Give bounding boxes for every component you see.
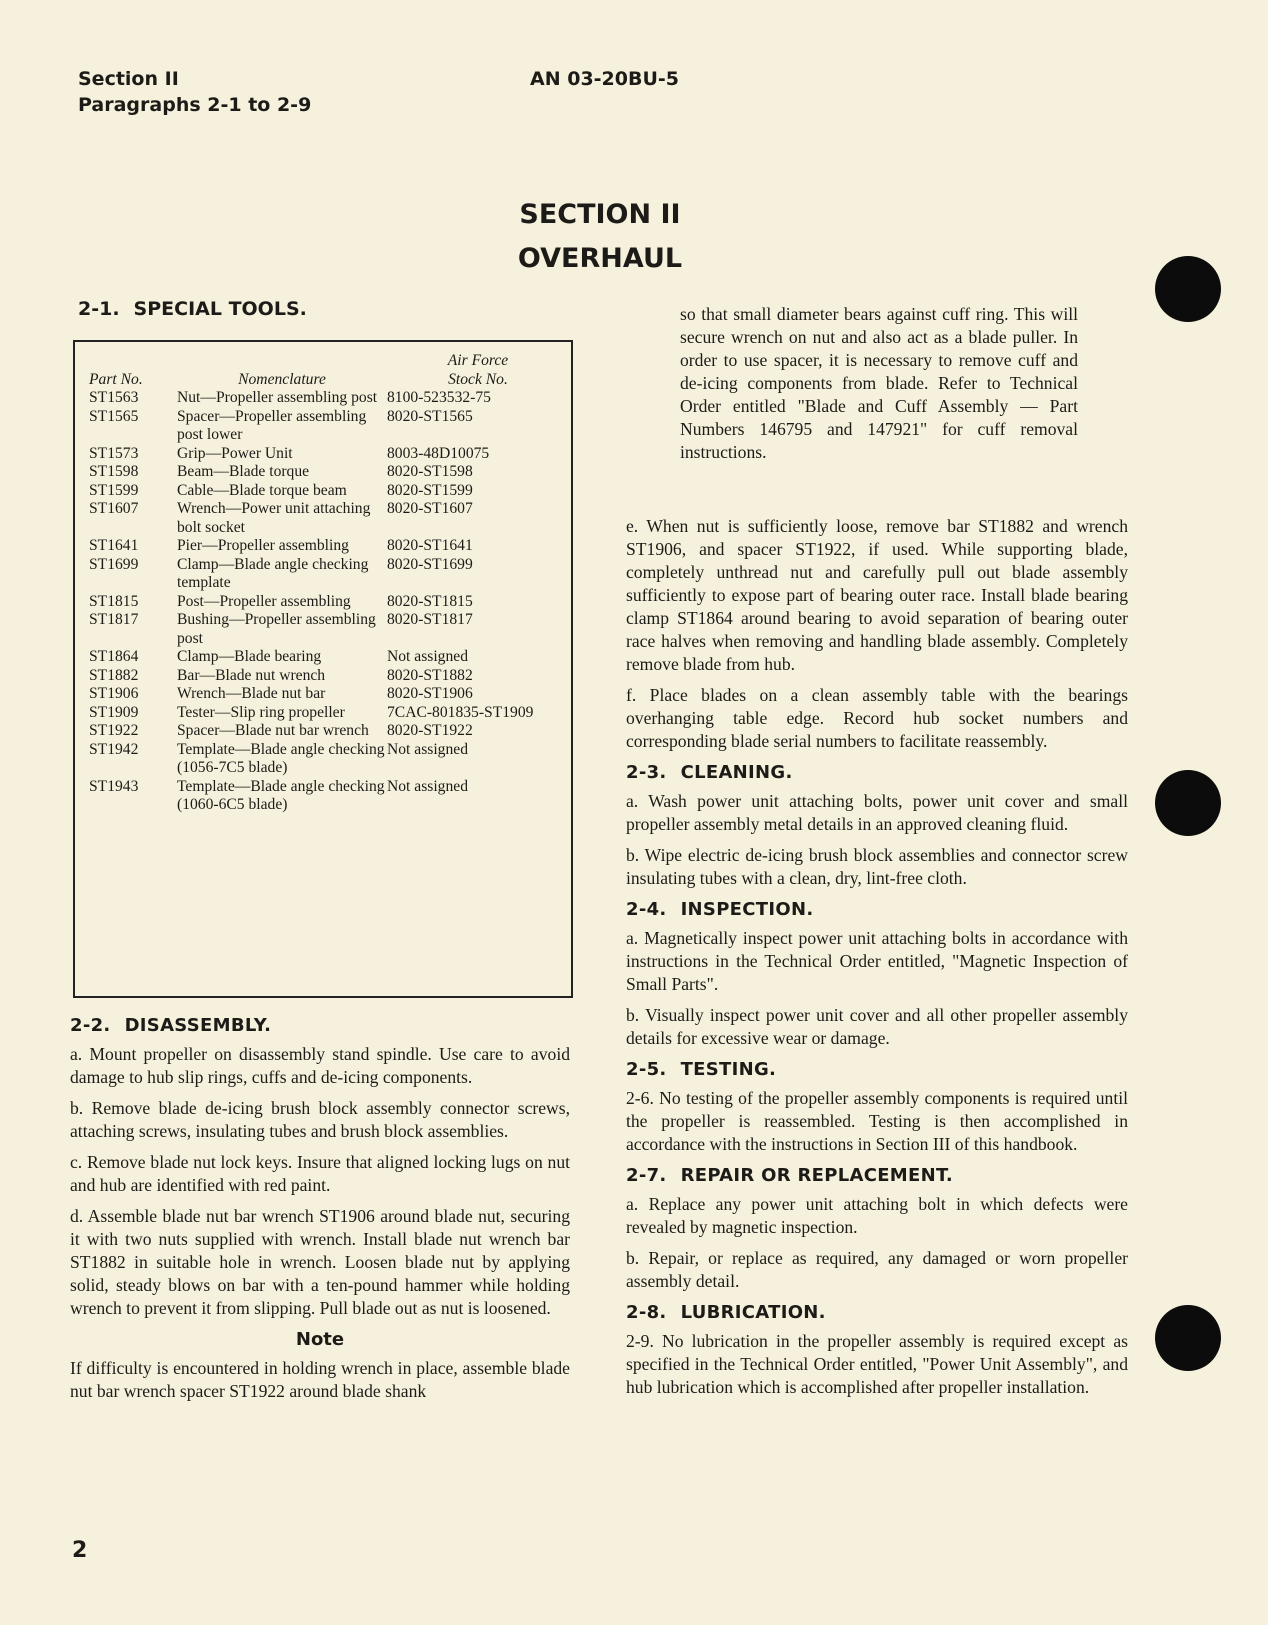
testing-heading [626,1058,1128,1081]
repair-title: REPAIR OR REPLACEMENT. [680,1165,953,1186]
tool-row [89,593,569,612]
tool-nomenclature: Wrench—Blade nut bar [177,685,326,702]
inspection-title: INSPECTION. [680,899,814,920]
col-stock-header-1: Air Force [447,352,509,369]
tool-row [89,408,569,445]
disassembly-e: e. When nut is sufficiently loose, remove bar ST1882 and wrench ST1906, and spacer ST1922, if used. While supporting blade, completely unthread nut and carefully pull out blade assembly sufficiently to expose part of bearing outer race. Install blade bearing clamp ST1864 around bearing to avoid separation of bearing outer race halves when removing and handling blade assembly. Completely remove blade from hub. [626,516,1128,674]
tool-nomenclature: Clamp—Blade bearing [177,648,322,665]
tool-nomenclature: Tester—Slip ring propeller [177,703,345,721]
page-number: 2 [72,1538,88,1563]
punch-hole-middle [1155,770,1221,836]
disassembly-heading [70,1014,570,1037]
special-tools-number: 2-1. [78,298,120,320]
col-stock-header-2: Stock No. [448,370,508,388]
tool-part-number: ST1943 [89,777,139,795]
tool-stock-number: Not assigned [387,648,468,665]
lubrication-number: 2-8. [626,1302,667,1323]
lubrication-text: 2-9. No lubrication in the propeller assembly is required except as specified in the Technical Order entitled, "Power Unit Assembly", and hub lubrication which is accomplished after propeller installation. [626,1331,1128,1397]
repair-b: b. Repair, or replace as required, any damaged or worn propeller assembly detail. [626,1248,1128,1291]
tool-stock-number: 7CAC-801835-ST1909 [387,703,534,721]
section-title-line1: SECTION II [519,199,681,230]
special-tools-title: SPECIAL TOOLS. [133,298,307,320]
note-body-part2: so that small diameter bears against cuff ring. This will secure wrench on nut and also act as a blade puller. In order to use spacer, it is necessary to remove cuff and de-icing components from blade. Refer to Technical Order entitled "Blade and Cuff Assembly — Part Numbers 146795 and 147921" for cuff removal instructions. [680,304,1078,462]
tool-row [89,611,569,648]
col-part-header: Part No. [89,370,143,388]
tool-row [89,704,569,723]
inspection-a: a. Magnetically inspect power unit attaching bolts in accordance with instructions in the Technical Order entitled, "Magnetic Inspection of Small Parts". [626,928,1128,994]
tool-stock-number: 8020-ST1817 [387,611,473,628]
punch-hole-bottom [1155,1305,1221,1371]
cleaning-number: 2-3. [626,762,667,783]
cleaning-b: b. Wipe electric de-icing brush block assemblies and connector screw insulating tubes with a clean, dry, lint-free cloth. [626,845,1128,888]
tool-nomenclature: Grip—Power Unit [177,444,293,462]
tool-stock-number: 8020-ST1906 [387,685,473,702]
note-body-part1: If difficulty is encountered in holding wrench in place, assemble blade nut bar wrench spacer ST1922 around blade shank [70,1358,570,1401]
inspection-heading [626,898,1128,921]
tool-part-number: ST1909 [89,703,139,721]
tool-row [89,722,569,741]
note-title: Note [295,1329,345,1350]
tool-part-number: ST1598 [89,463,139,480]
tool-stock-number: 8020-ST1607 [387,500,473,517]
inspection-b: b. Visually inspect power unit cover and all other propeller assembly details for excessive wear or damage. [626,1005,1128,1048]
tool-part-number: ST1699 [89,555,139,573]
note-continuation [680,303,1078,464]
tool-row [89,537,569,556]
right-column [626,515,1128,1407]
left-column [70,1008,570,1411]
section-title [0,193,1200,281]
lubrication-title: LUBRICATION. [680,1302,826,1323]
tool-stock-number: 8020-ST1815 [387,592,473,610]
tool-nomenclature: Template—Blade angle checking (1056-7C5 blade) [177,740,385,776]
header-left [78,66,311,118]
col-nomenclature-header: Nomenclature [238,370,326,388]
tool-row [89,685,569,704]
tool-row [89,389,569,408]
tool-part-number: ST1906 [89,685,139,702]
special-tools-box [73,340,573,998]
disassembly-d: d. Assemble blade nut bar wrench ST1906 around blade nut, securing it with two nuts supplied with wrench. Install blade nut wrench bar ST1882 in suitable hole in wrench. Loosen blade nut by applying solid, steady blows on bar with a ten-pound hammer while holding wrench to prevent it from slipping. Pull blade out as nut is loosened. [70,1206,570,1318]
tool-row [89,445,569,464]
tool-row [89,741,569,778]
testing-text: 2-6. No testing of the propeller assembly components is required until the propeller is reassembled. Testing is then accomplished in accordance with the instructions in Section III of this handbook. [626,1088,1128,1154]
cleaning-a: a. Wash power unit attaching bolts, power unit cover and small propeller assembly metal details in an approved cleaning fluid. [626,791,1128,834]
tool-nomenclature: Wrench—Power unit attaching bolt socket [177,500,371,536]
tool-nomenclature: Bar—Blade nut wrench [177,666,326,684]
tool-part-number: ST1864 [89,648,139,665]
tool-stock-number: 8020-ST1882 [387,666,473,684]
testing-title: TESTING. [680,1059,777,1080]
tool-nomenclature: Clamp—Blade angle checking template [177,555,369,591]
special-tools-heading [78,298,307,320]
tool-nomenclature: Pier—Propeller assembling [177,537,349,554]
tool-part-number: ST1599 [89,481,139,499]
tool-part-number: ST1563 [89,389,139,406]
tool-row [89,556,569,593]
tool-row [89,778,569,815]
tool-stock-number: 8020-ST1598 [387,463,473,480]
tool-part-number: ST1815 [89,592,139,610]
header-section: Section II [78,68,179,90]
tool-nomenclature: Post—Propeller assembling [177,592,351,610]
repair-number: 2-7. [626,1165,667,1186]
tool-row [89,500,569,537]
tool-stock-number: Not assigned [387,740,468,758]
tool-stock-number: 8020-ST1641 [387,537,473,554]
tool-part-number: ST1573 [89,444,139,462]
section-title-line2: OVERHAUL [517,243,683,274]
tool-nomenclature: Template—Blade angle checking (1060-6C5 blade) [177,777,385,813]
disassembly-b: b. Remove blade de-icing brush block assembly connector screws, attaching screws, insulating tubes and brush block assemblies. [70,1098,570,1141]
special-tools-rows [89,389,569,815]
tool-nomenclature: Cable—Blade torque beam [177,481,347,499]
tool-row [89,667,569,686]
tool-nomenclature: Beam—Blade torque [177,463,310,480]
tool-nomenclature: Bushing—Propeller assembling post [177,611,376,647]
repair-heading [626,1164,1128,1187]
tool-stock-number: 8020-ST1922 [387,722,473,739]
disassembly-f: f. Place blades on a clean assembly table with the bearings overhanging table edge. Record hub socket numbers and corresponding blade serial numbers to facilitate reassembly. [626,685,1128,751]
tool-stock-number: Not assigned [387,777,468,795]
repair-a: a. Replace any power unit attaching bolt in which defects were revealed by magnetic inspection. [626,1194,1128,1237]
inspection-number: 2-4. [626,899,667,920]
tool-stock-number: 8020-ST1599 [387,481,473,499]
disassembly-a: a. Mount propeller on disassembly stand spindle. Use care to avoid damage to hub slip rings, cuffs and de-icing components. [70,1044,570,1087]
tool-row [89,482,569,501]
tool-part-number: ST1922 [89,722,139,739]
punch-hole-top [1155,256,1221,322]
tool-part-number: ST1565 [89,407,139,425]
tool-stock-number: 8003-48D10075 [387,444,490,462]
tool-stock-number: 8020-ST1565 [387,407,473,425]
tool-part-number: ST1607 [89,500,139,517]
header-doc-id: AN 03-20BU-5 [530,68,680,90]
tool-part-number: ST1882 [89,666,139,684]
tool-stock-number: 8100-523532-75 [387,389,491,406]
tool-nomenclature: Spacer—Blade nut bar wrench [177,722,369,739]
cleaning-title: CLEANING. [680,762,793,783]
testing-number: 2-5. [626,1059,667,1080]
tool-part-number: ST1817 [89,611,139,628]
disassembly-c: c. Remove blade nut lock keys. Insure that aligned locking lugs on nut and hub are identified with red paint. [70,1152,570,1195]
tool-stock-number: 8020-ST1699 [387,555,473,573]
tool-part-number: ST1641 [89,537,139,554]
header-paragraphs: Paragraphs 2-1 to 2-9 [78,94,312,116]
tool-row [89,463,569,482]
lubrication-heading [626,1301,1128,1324]
tool-nomenclature: Spacer—Propeller assembling post lower [177,407,367,443]
disassembly-number: 2-2. [70,1015,111,1036]
tool-nomenclature: Nut—Propeller assembling post [177,389,378,406]
cleaning-heading [626,761,1128,784]
disassembly-title: DISASSEMBLY. [124,1015,272,1036]
tool-row [89,648,569,667]
special-tools-table [89,352,569,815]
tool-part-number: ST1942 [89,740,139,758]
